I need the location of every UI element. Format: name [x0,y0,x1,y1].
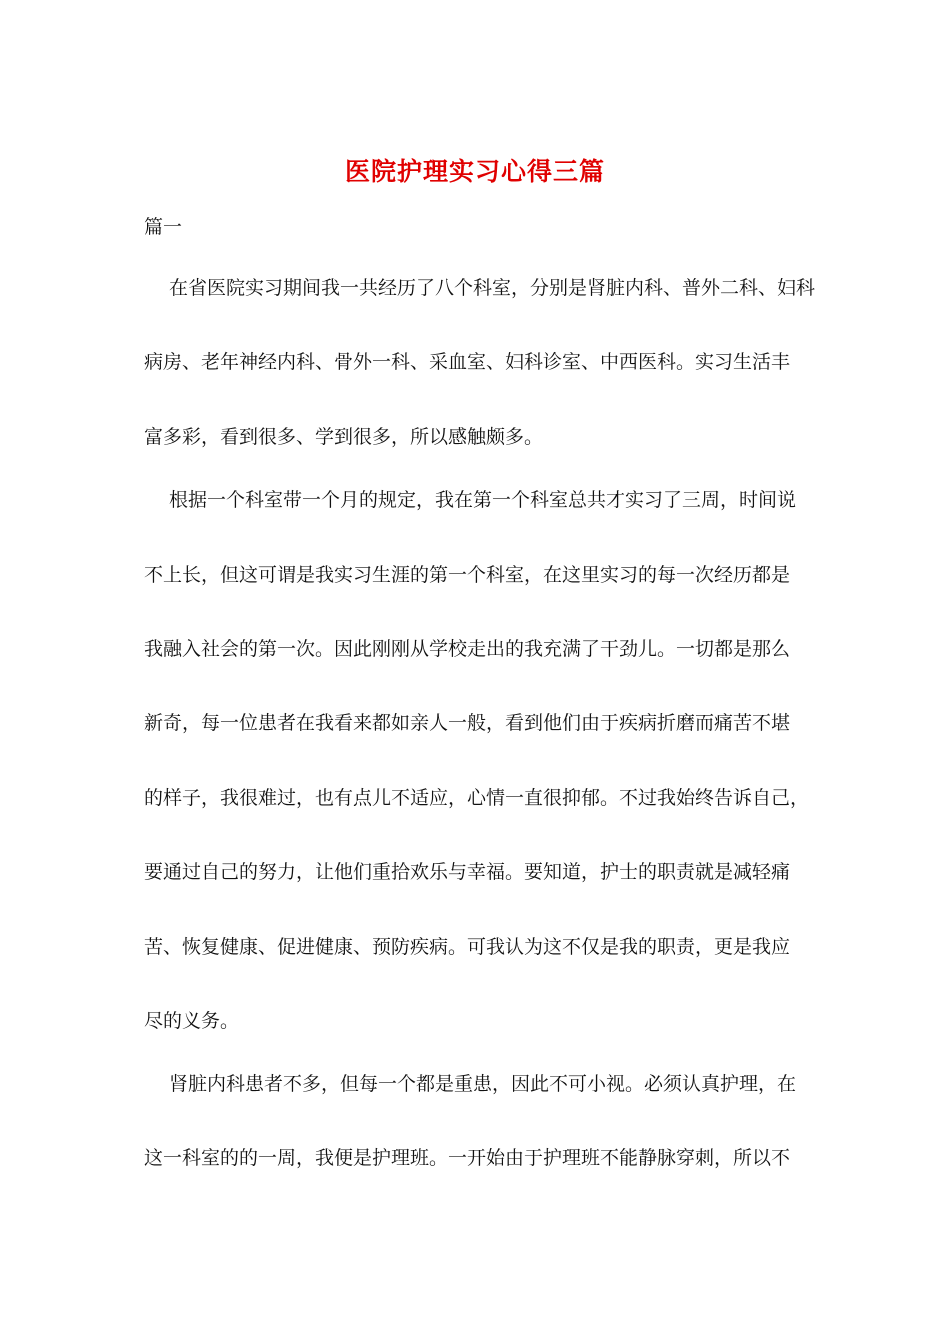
paragraph-line: 新奇，每一位患者在我看来都如亲人一般，看到他们由于疾病折磨而痛苦不堪 [144,712,791,734]
paragraph-line: 我融入社会的第一次。因此刚刚从学校走出的我充满了干劲儿。一切都是那么 [144,638,791,660]
paragraph-line: 要通过自己的努力，让他们重拾欢乐与幸福。要知道，护士的职责就是减轻痛 [144,861,791,883]
paragraph-line: 不上长，但这可谓是我实习生涯的第一个科室，在这里实习的每一次经历都是 [144,564,791,586]
paragraph-line: 的样子，我很难过，也有点儿不适应，心情一直很抑郁。不过我始终告诉自己， [144,787,810,809]
paragraph-line: 苦、恢复健康、促进健康、预防疾病。可我认为这不仅是我的职责，更是我应 [144,936,791,958]
paragraph-line: 肾脏内科患者不多，但每一个都是重患，因此不可小视。必须认真护理，在 [150,1073,797,1095]
paragraph-line: 根据一个科室带一个月的规定，我在第一个科室总共才实习了三周，时间说 [150,489,797,511]
section-heading: 篇一 [144,216,183,238]
paragraph-line: 尽的义务。 [144,1010,240,1032]
paragraph-line: 富多彩，看到很多、学到很多，所以感触颇多。 [144,426,544,448]
document-title: 医院护理实习心得三篇 [344,157,605,186]
paragraph-line: 病房、老年神经内科、骨外一科、采血室、妇科诊室、中西医科。实习生活丰 [144,351,791,373]
paragraph-line: 在省医院实习期间我一共经历了八个科室，分别是肾脏内科、普外二科、妇科 [150,277,816,299]
paragraph-line: 这一科室的的一周，我便是护理班。一开始由于护理班不能静脉穿刺，所以不 [144,1147,791,1169]
